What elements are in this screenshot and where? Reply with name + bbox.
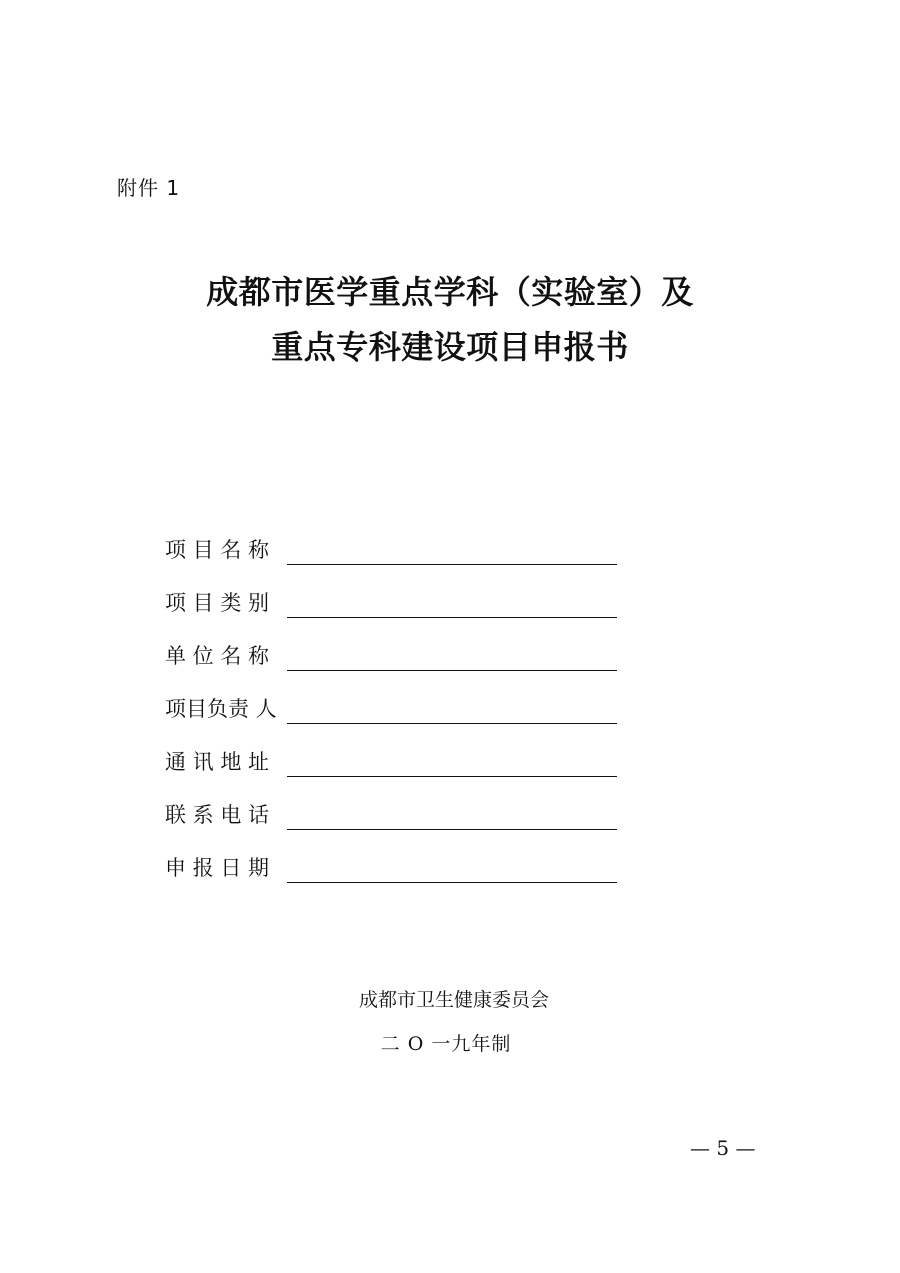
application-form <box>165 512 625 883</box>
field-line-project-leader[interactable] <box>287 695 617 724</box>
field-line-application-date[interactable] <box>287 854 617 883</box>
form-row-application-date <box>165 830 625 883</box>
field-line-project-name[interactable] <box>287 536 617 565</box>
form-row-contact-phone <box>165 777 625 830</box>
field-line-mailing-address[interactable] <box>287 748 617 777</box>
field-label-mailing-address: 通 讯 地 址 <box>165 750 270 774</box>
field-label-project-leader: 项目负责 人 <box>165 697 277 721</box>
attachment-label: 附件 1 <box>117 176 181 200</box>
issuing-authority: 成都市卫生健康委员会 <box>358 989 549 1011</box>
document-title-line-2: 重点专科建设项目申报书 <box>271 328 629 366</box>
form-row-unit-name <box>165 618 625 671</box>
form-row-project-name <box>165 512 625 565</box>
field-label-project-name: 项 目 名 称 <box>165 538 270 562</box>
field-line-contact-phone[interactable] <box>287 801 617 830</box>
page-number: — 5 — <box>690 1136 756 1160</box>
field-label-project-category: 项 目 类 别 <box>165 591 270 615</box>
document-title-line-1: 成都市医学重点学科（实验室）及 <box>206 273 694 311</box>
field-label-contact-phone: 联 系 电 话 <box>165 803 270 827</box>
field-line-unit-name[interactable] <box>287 642 617 671</box>
field-line-project-category[interactable] <box>287 589 617 618</box>
field-label-unit-name: 单 位 名 称 <box>165 644 270 668</box>
form-row-project-category <box>165 565 625 618</box>
issue-year: 二 O 一九年制 <box>380 1033 512 1055</box>
form-row-mailing-address <box>165 724 625 777</box>
field-label-application-date: 申 报 日 期 <box>165 856 270 880</box>
form-row-project-leader <box>165 671 625 724</box>
